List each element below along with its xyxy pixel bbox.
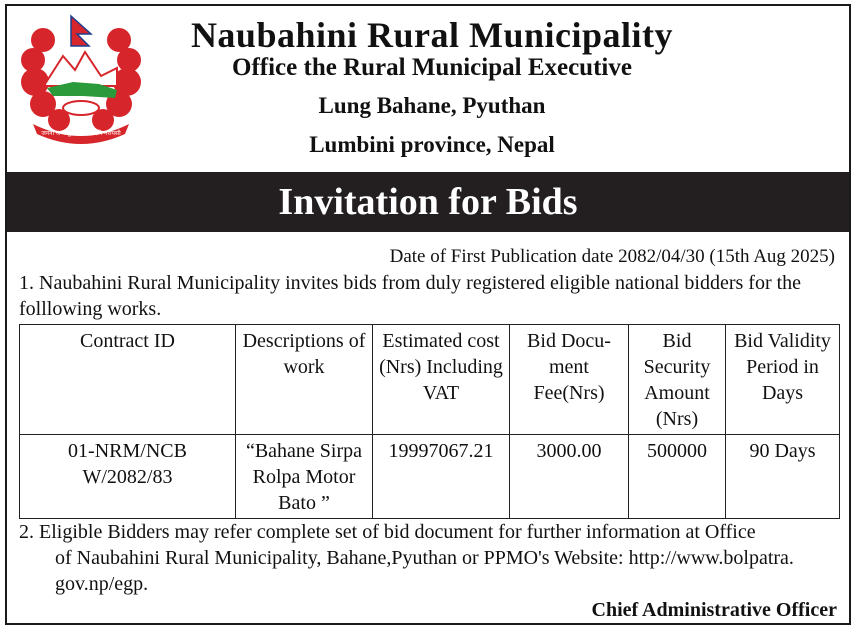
cell-bid-document-fee: 3000.00 [510,435,629,519]
bid-table [19,324,840,519]
header-description: Descriptions of work [236,325,373,435]
signatory-title: Chief Administrative Officer [591,599,837,621]
reference-line-3: gov.np/egp. [55,573,149,595]
invitation-paragraph: 1. Naubahini Rural Municipality invites bids from duly registered eligible national bidders for the folllowing works. [19,272,802,320]
header-bid-document-fee: Bid Docu-ment Fee(Nrs) [510,325,629,435]
header-estimated-cost: Estimated cost (Nrs) Including VAT [373,325,510,435]
header-bid-security: Bid Security Amount (Nrs) [629,325,726,435]
document-reference-paragraph [19,519,835,597]
table-row [20,435,840,519]
org-name: Naubahini Rural Municipality [190,15,674,55]
reference-line-2: of Naubahini Rural Municipality, Bahane,Pyuthan or PPMO's Website: http://www.bolpatra. [55,547,794,569]
reference-line-1: 2. Eligible Bidders may refer complete set of bid document for further information at Office [19,521,756,543]
cell-contract-id: 01-NRM/NCB W/2082/83 [20,435,236,519]
publication-date: Date of First Publication date 2082/04/30 (15th Aug 2025) [389,246,835,267]
header [7,6,849,171]
address-line-1: Lung Bahane, Pyuthan [318,93,546,118]
address-line-2: Lumbini province, Nepal [309,132,555,157]
header-bid-validity: Bid Validity Period in Days [726,325,840,435]
office-name: Office the Rural Municipal Executive [232,54,632,81]
notice-title-banner: Invitation for Bids [7,172,849,232]
bid-notice [5,4,851,625]
cell-bid-security: 500000 [629,435,726,519]
header-contract-id: Contract ID [20,325,236,435]
cell-description: “Bahane Sirpa Rolpa Motor Bato ” [236,435,373,519]
cell-estimated-cost: 19997067.21 [373,435,510,519]
table-header-row [20,325,840,435]
emblem-motto: जननी जन्मभूमिश्च स्वर्गादपि गरीयसी [41,130,121,137]
cell-bid-validity: 90 Days [726,435,840,519]
